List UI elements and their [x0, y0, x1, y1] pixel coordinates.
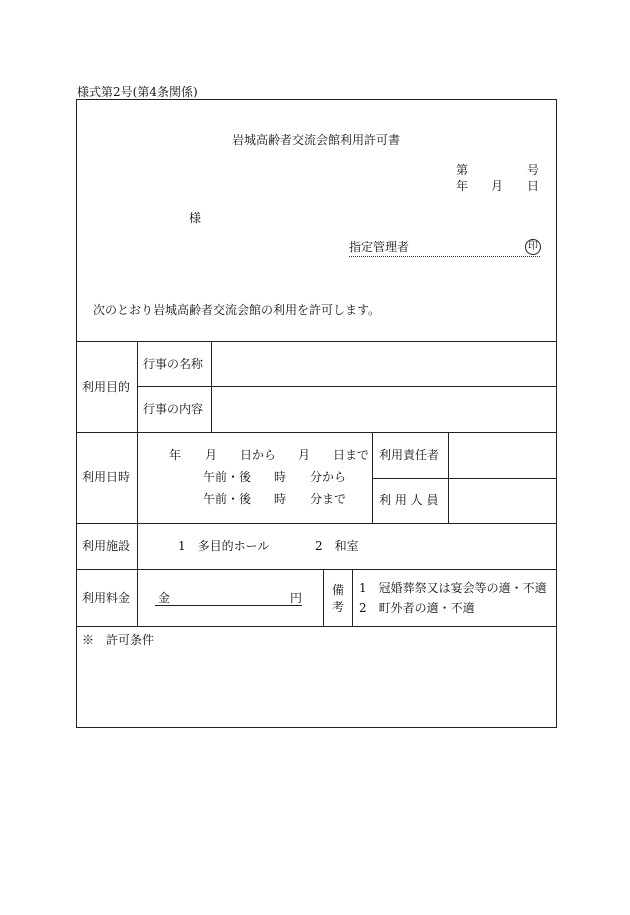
- rule-fee-bottom: [76, 626, 557, 627]
- permission-statement: 次のとおり岩城高齢者交流会館の利用を許可します。: [93, 303, 381, 317]
- rule-facility-bottom: [76, 569, 557, 570]
- rule-responsible-bottom: [372, 478, 557, 479]
- fee-label: 利用料金: [82, 591, 131, 605]
- conditions-label: ※ 許可条件: [82, 633, 155, 647]
- rule-purpose-bottom: [76, 432, 557, 433]
- document-title: 岩城高齢者交流会館利用許可書: [232, 133, 401, 147]
- rule-purpose-mid: [137, 386, 557, 387]
- rule-datetime-right: [372, 432, 373, 523]
- rule-purpose-inner: [211, 341, 212, 432]
- seal-icon: 印: [525, 239, 541, 255]
- datetime-year: 年: [169, 448, 182, 462]
- event-name-label: 行事の名称: [143, 357, 204, 371]
- responsible-label: 利用責任者: [379, 448, 440, 462]
- rule-label-column: [137, 341, 138, 626]
- rule-remarks-inner: [352, 569, 353, 626]
- event-content-label: 行事の内容: [143, 402, 204, 416]
- remarks-item-1: 1 冠婚葬祭又は宴会等の適・不適: [359, 581, 547, 595]
- facility-label: 利用施設: [82, 539, 131, 553]
- remarks-item-2: 2 町外者の適・不適: [359, 601, 475, 615]
- purpose-label: 利用目的: [82, 380, 131, 394]
- datetime-month-to: 月: [298, 448, 311, 462]
- time-start-ampm: 午前・後: [203, 470, 252, 484]
- form-id: 様式第2号(第4条関係): [77, 85, 198, 99]
- date-day: 日: [527, 179, 540, 193]
- remarks-label-1: 備: [332, 583, 345, 597]
- rule-top-section: [76, 341, 557, 342]
- datetime-day-to: 日まで: [333, 448, 370, 462]
- time-end-minute: 分まで: [310, 492, 347, 506]
- datetime-day-from: 日から: [240, 448, 277, 462]
- users-label: 利 用 人 員: [379, 493, 439, 507]
- rule-responsible-inner: [448, 432, 449, 523]
- date-year: 年: [456, 179, 469, 193]
- facility-option-hall: 1 多目的ホール: [178, 539, 270, 553]
- signature-line: [349, 256, 540, 257]
- issuer-label: 指定管理者: [349, 240, 410, 254]
- number-suffix: 号: [527, 163, 540, 177]
- addressee-suffix: 様: [189, 211, 202, 225]
- rule-datetime-bottom: [76, 523, 557, 524]
- number-prefix: 第: [456, 163, 469, 177]
- time-end-ampm: 午前・後: [203, 492, 252, 506]
- facility-option-washitsu: 2 和室: [315, 539, 359, 553]
- time-start-hour: 時: [274, 470, 287, 484]
- time-end-hour: 時: [274, 492, 287, 506]
- datetime-label: 利用日時: [82, 470, 131, 484]
- rule-remarks-left: [323, 569, 324, 626]
- date-month: 月: [491, 179, 504, 193]
- fee-prefix: 金: [158, 591, 171, 605]
- fee-underline: [155, 605, 302, 606]
- fee-unit: 円: [290, 591, 303, 605]
- time-start-minute: 分から: [310, 470, 347, 484]
- datetime-month: 月: [205, 448, 218, 462]
- remarks-label-2: 考: [332, 600, 345, 614]
